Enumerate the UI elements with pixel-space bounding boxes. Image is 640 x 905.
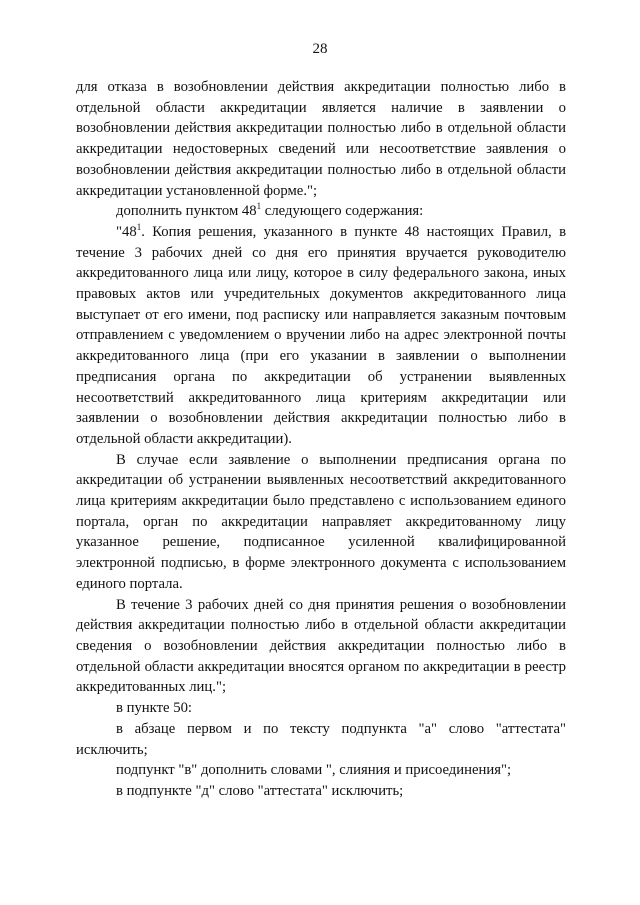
paragraph-8: подпункт "в" дополнить словами ", слияния и присоединения"; xyxy=(116,762,512,779)
paragraph-2-sup: 1 xyxy=(256,201,262,212)
paragraph-5: В течение 3 рабочих дней со дня принятия решения о возобновлении действия аккредитации полностью либо в отдельной области аккредитации сведения о возобновлении действия аккредитации полностью либо в отдельной области аккредитации вносятся органом по аккредитации в реестр аккредитованных лиц."; xyxy=(76,596,566,696)
paragraph-2-pre: дополнить пунктом 48 xyxy=(116,203,257,220)
paragraph-3-pre: "48 xyxy=(116,223,137,240)
paragraph-1: для отказа в возобновлении действия аккредитации полностью либо в отдельной области аккредитации является наличие в заявлении о возобновлении действия аккредитации полностью либо в отдельной области аккредитации недостоверных сведений или несоответствие заявления о возобновлении действия аккредитации полностью либо в отдельной области аккредитации установленной форме."; xyxy=(76,79,566,199)
paragraph-7: в абзаце первом и по тексту подпункта "а" слово "аттестата" исключить; xyxy=(76,720,566,758)
paragraph-2 xyxy=(76,201,566,222)
paragraph-3 xyxy=(76,222,566,450)
paragraph-4: В случае если заявление о выполнении предписания органа по аккредитации об устранении выявленных несоответствий аккредитованного лица критериям аккредитации было представлено с использованием единого портала, орган по аккредитации направляет аккредитованному лицу указанное решение, подписанное усиленной квалифицированной электронной подписью, в форме электронного документа с использованием единого портала. xyxy=(76,451,566,592)
document-body xyxy=(76,77,566,802)
paragraph-9: в подпункте "д" слово "аттестата" исключить; xyxy=(116,782,404,799)
paragraph-6: в пункте 50: xyxy=(116,700,192,717)
paragraph-2-post: следующего содержания: xyxy=(261,203,424,220)
paragraph-3-post: . Копия решения, указанного в пункте 48 настоящих Правил, в течение 3 рабочих дней со дня его принятия вручается руководителю аккредитованного лица или лицу, которое в силу федерального закона, иных правовых актов или учредительных документов аккредитованного лица выступает от его имени, под расписку или направляется заказным почтовым отправлением с уведомлением о вручении либо на адрес электронной почты аккредитованного лица (при его указании в заявлении о выполнении предписания органа по аккредитации об устранении выявленных несоответствий аккредитованного лица критериям аккредитации или заявлении о возобновлении действия аккредитации полностью либо в отдельной области аккредитации). xyxy=(76,223,566,447)
paragraph-3-sup: 1 xyxy=(136,222,142,233)
page-number: 28 xyxy=(312,41,328,57)
